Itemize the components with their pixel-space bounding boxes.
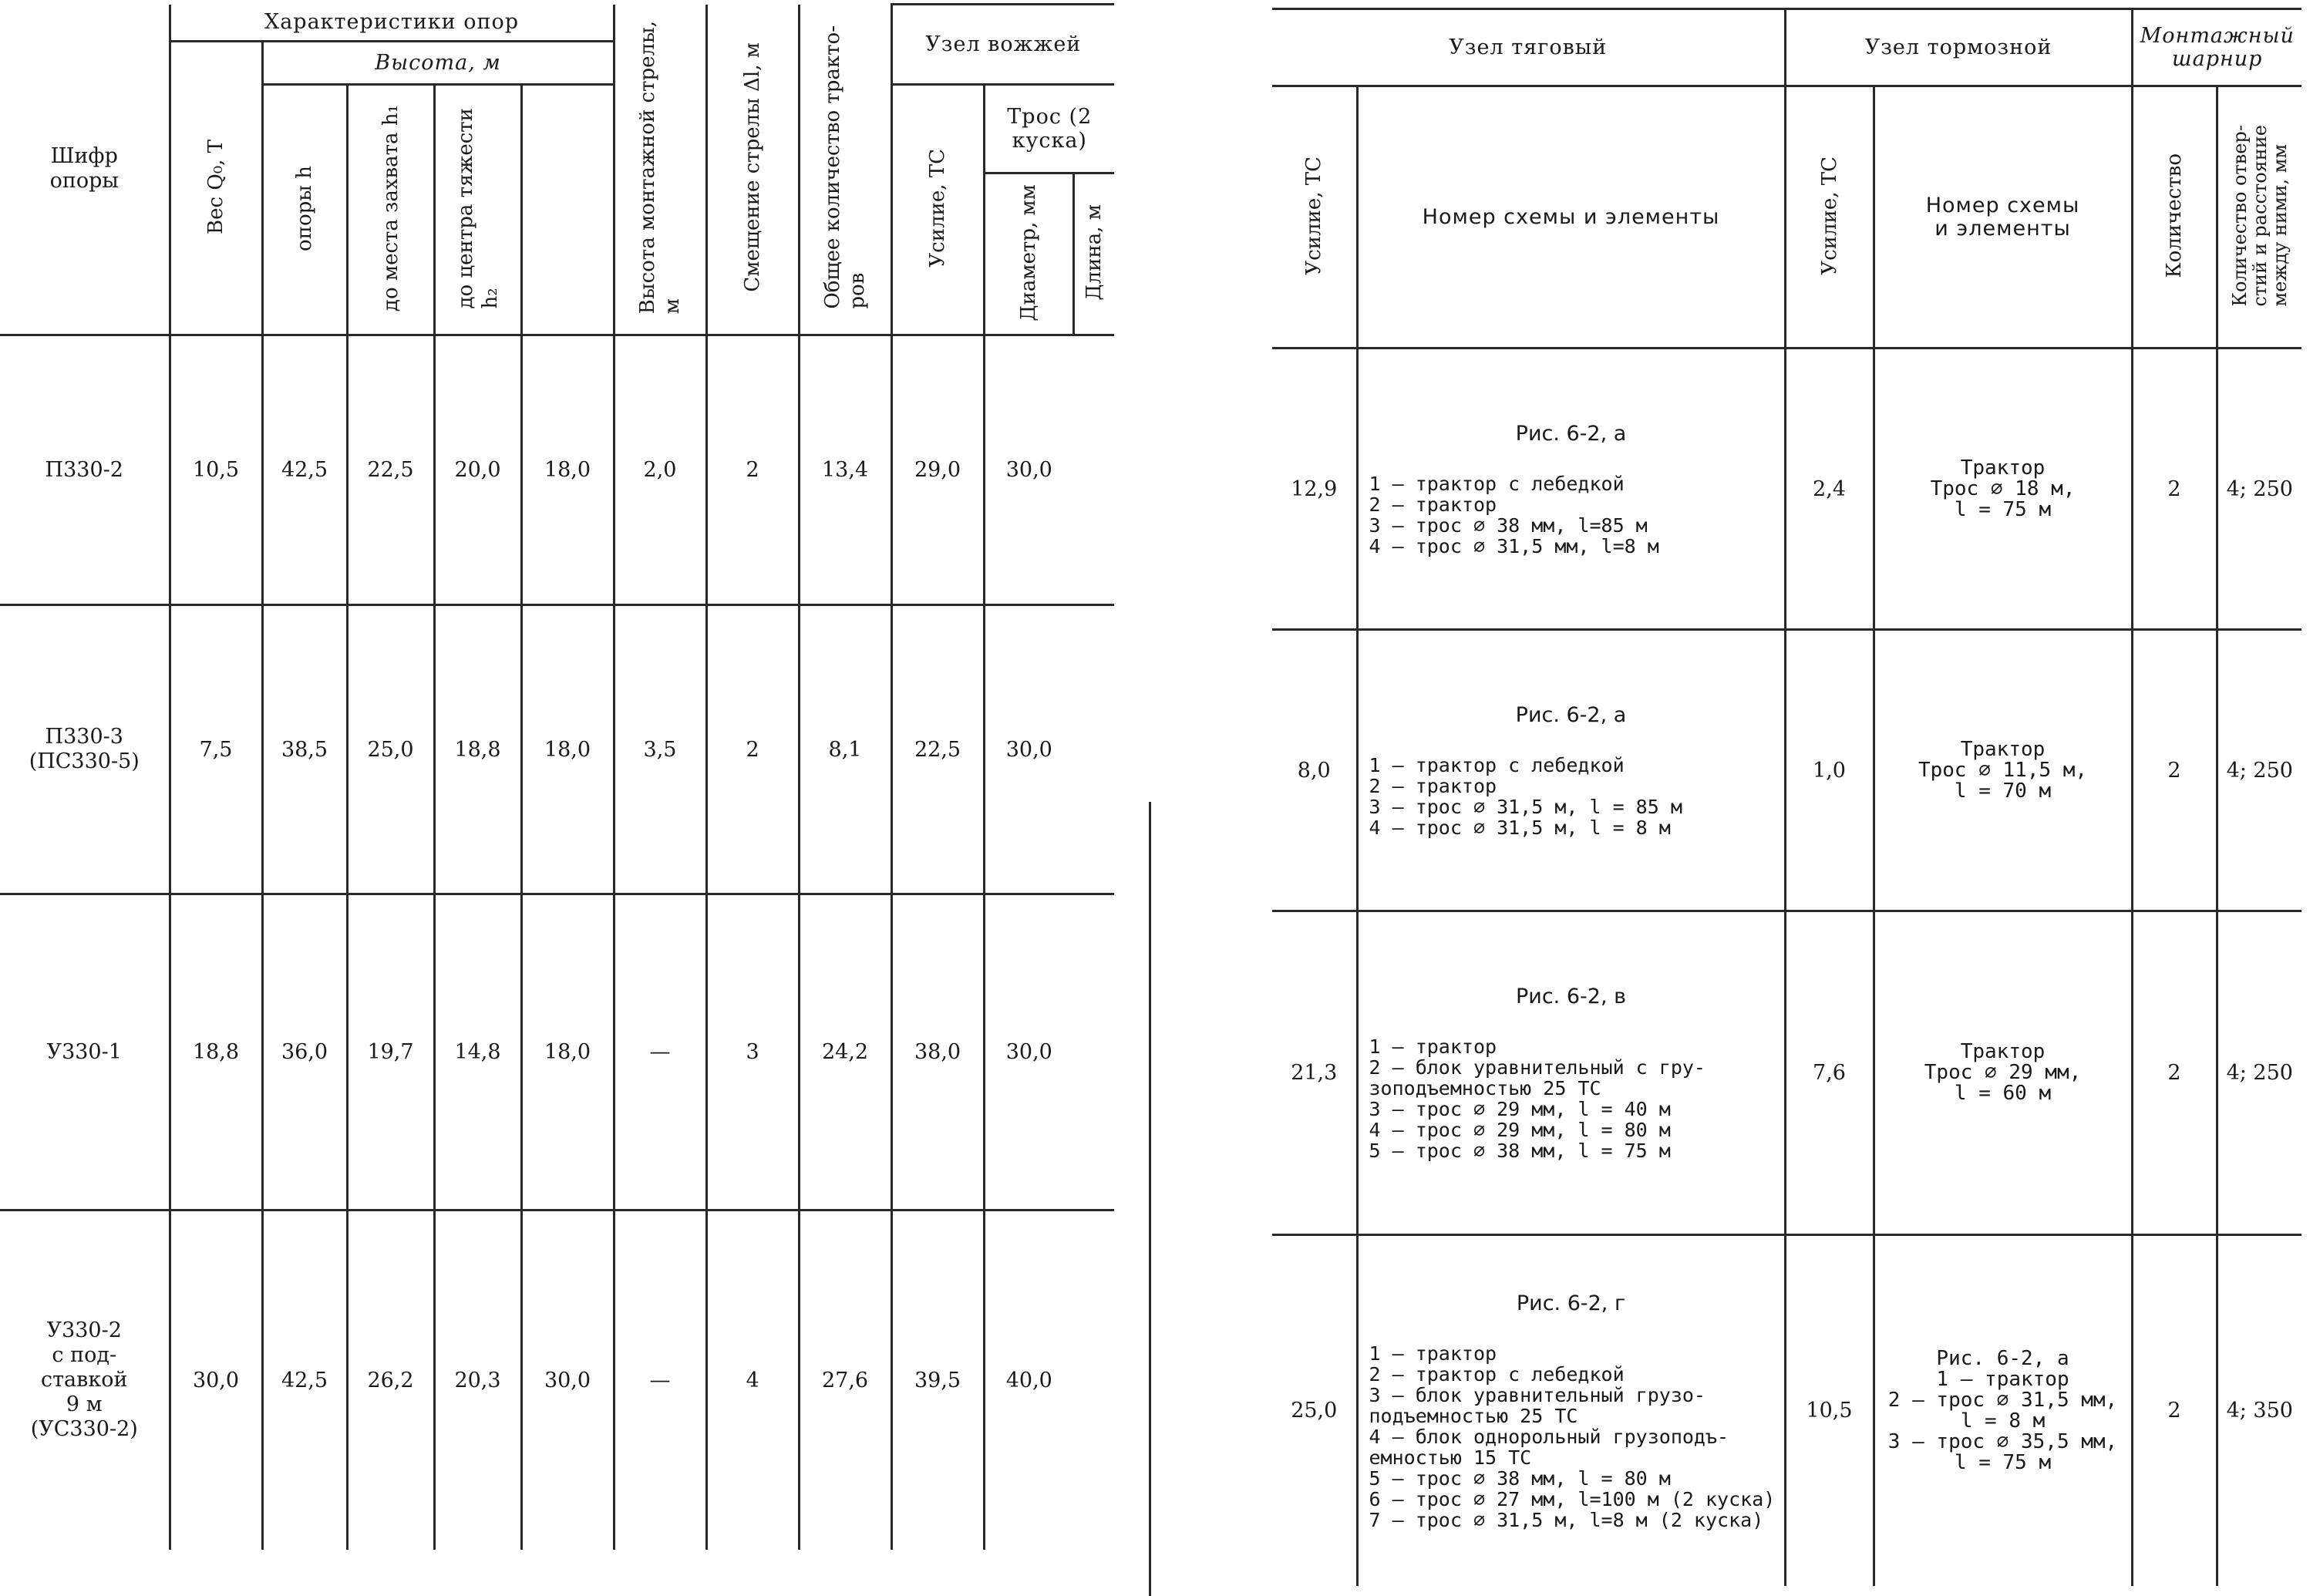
cell-force: 13,4 — [799, 335, 891, 605]
cell-force: 8,1 — [799, 605, 891, 894]
cell-h2: 20,3 — [434, 1210, 521, 1550]
cell-weight: 7,5 — [170, 605, 262, 894]
table-row — [1272, 911, 2301, 1235]
tractors-header: Общее количество тракто- ров — [821, 25, 870, 310]
elements-list: 1 — трактор с лебедкой 2 — трактор 3 — трос ∅ 31,5 м, l = 85 м 4 — трос ∅ 31,5 м, l = 8 м — [1369, 753, 1682, 839]
cell-force: 8,0 — [1297, 758, 1331, 783]
figure-ref: Рис. 6-2, а — [1515, 421, 1627, 446]
cell-weight: 18,8 — [170, 894, 262, 1210]
cell-h1: 26,2 — [347, 1210, 434, 1550]
cell-holes: 4; 250 — [2217, 911, 2301, 1235]
cell-brake-scheme: Трактор Трос ∅ 29 мм, l = 60 м — [1874, 911, 2132, 1235]
cell-tractors: 4 — [706, 1210, 799, 1550]
cell-diam: 39,5 — [891, 1210, 984, 1550]
cell-brake-scheme: Рис. 6-2, а 1 — трактор 2 — трос ∅ 31,5 мм, l = 8 м 3 — трос ∅ 35,5 мм, l = 75 м — [1874, 1235, 2132, 1586]
supports-table — [0, 3, 1114, 1550]
center-h2-header: до центра тяжести h₂ — [453, 107, 502, 309]
cell-h: 42,5 — [262, 1210, 347, 1550]
support-code: П330-2 — [45, 457, 123, 482]
table-row — [1272, 630, 2301, 911]
cell-diam: 38,0 — [891, 894, 984, 1210]
weight-header: Вес Q₀, Т — [204, 139, 227, 234]
cell-h2: 20,0 — [434, 335, 521, 605]
cell-shift: 3,5 — [614, 605, 706, 894]
diameter-header: Диаметр, мм — [1017, 184, 1041, 322]
boom-shift-header: Смещение стрелы Δl, м — [741, 42, 765, 293]
units-table — [1272, 8, 2301, 1586]
cell-force: 24,2 — [799, 894, 891, 1210]
elements-list: 1 — трактор 2 — блок уравнительный с гру- зоподъемностью 25 ТС 3 — трос ∅ 29 мм, l = 40 м 4 — трос ∅ 29 мм, l = 80 м 5 — трос ∅ 38 мм, l = 75 м — [1369, 1035, 1705, 1162]
table-row — [1272, 1235, 2301, 1586]
figure-ref: Рис. 6-2, г — [1516, 1291, 1626, 1315]
rope-group-header: Трос (2 куска) — [984, 85, 1114, 173]
characteristics-header: Характеристики опор — [170, 5, 614, 42]
code-header: Шифр опоры — [49, 144, 119, 194]
cell-count: 2 — [2132, 348, 2217, 630]
cell-shift: 2,0 — [614, 335, 706, 605]
table-row — [0, 605, 1114, 894]
cell-brake-force: 2,4 — [1785, 348, 1874, 630]
cell-brake-force: 10,5 — [1785, 1235, 1874, 1586]
brake-force-header: Усилие, ТС — [1817, 156, 1841, 275]
cell-holes: 4; 250 — [2217, 348, 2301, 630]
cell-boom: 30,0 — [521, 1210, 614, 1550]
cell-diam: 29,0 — [891, 335, 984, 605]
cell-boom: 18,0 — [521, 335, 614, 605]
table-row — [0, 894, 1114, 1210]
figure-ref: Рис. 6-2, в — [1516, 985, 1627, 1008]
cell-diam: 22,5 — [891, 605, 984, 894]
cell-count: 2 — [2132, 1235, 2217, 1586]
support-h-header: опоры h — [293, 165, 316, 251]
cell-count: 2 — [2132, 630, 2217, 911]
figure-ref: Рис. 6-2, а — [1515, 702, 1627, 727]
cell-weight: 10,5 — [170, 335, 262, 605]
support-code: П330-3 (ПС330-5) — [29, 725, 140, 773]
height-group-header: Высота, м — [262, 42, 614, 85]
cell-holes: 4; 250 — [2217, 630, 2301, 911]
cell-shift: — — [614, 1210, 706, 1550]
cell-len: 30,0 — [984, 894, 1073, 1210]
cell-h2: 14,8 — [434, 894, 521, 1210]
cell-force: 27,6 — [799, 1210, 891, 1550]
brake-scheme-header: Номер схемы и элементы — [1874, 86, 2132, 348]
cell-tractors: 2 — [706, 335, 799, 605]
cell-h1: 25,0 — [347, 605, 434, 894]
cell-brake-force: 1,0 — [1785, 630, 1874, 911]
brake-unit-header: Узел тормозной — [1785, 9, 2132, 86]
cell-tractors: 2 — [706, 605, 799, 894]
cell-boom: 18,0 — [521, 894, 614, 1210]
table-row — [0, 335, 1114, 605]
cell-shift: — — [614, 894, 706, 1210]
rein-unit-header: Узел вожжей — [891, 5, 1114, 85]
support-code: У330-2 с под- ставкой 9 м (УС330-2) — [30, 1318, 138, 1442]
cell-h1: 19,7 — [347, 894, 434, 1210]
cell-len: 40,0 — [984, 1210, 1073, 1550]
holes-header: Количество отвер- стий и расстояние между ними, мм — [2228, 124, 2291, 307]
left-page — [0, 0, 1133, 1596]
force-header: Усилие, ТС — [926, 149, 950, 268]
force-header: Усилие, ТС — [1302, 156, 1326, 275]
table-row — [0, 1210, 1114, 1550]
cell-boom: 18,0 — [521, 605, 614, 894]
cell-len: 30,0 — [984, 605, 1073, 894]
cell-brake-force: 7,6 — [1785, 911, 1874, 1235]
cell-len: 30,0 — [984, 335, 1073, 605]
cell-h: 36,0 — [262, 894, 347, 1210]
cell-force: 12,9 — [1291, 476, 1338, 501]
elements-list: 1 — трактор 2 — трактор с лебедкой 3 — блок уравнительный грузо- подъемностью 25 ТС 4 — блок однорольный грузоподъ- емностью 15 ТС 5 — трос ∅ 38 мм, l = 80 м 6 — трос ∅ 27 мм, l=100 м (2 куска) 7 — трос ∅ 31,5 м, l=8 м (2 куска) — [1369, 1342, 1776, 1531]
table-row — [1272, 348, 2301, 630]
traction-unit-header: Узел тяговый — [1272, 9, 1785, 86]
elements-list: 1 — трактор с лебедкой 2 — трактор 3 — трос ∅ 38 мм, l=85 м 4 — трос ∅ 31,5 мм, l=8 м — [1369, 472, 1659, 557]
cell-h: 38,5 — [262, 605, 347, 894]
length-header: Длина, м — [1083, 204, 1106, 301]
boom-height-header: Высота монтажной стрелы, м — [636, 21, 685, 315]
cell-force: 21,3 — [1291, 1061, 1338, 1085]
cell-weight: 30,0 — [170, 1210, 262, 1550]
support-code: У330-1 — [46, 1039, 122, 1064]
hinge-header: Монтажный шарнир — [2132, 9, 2301, 86]
scheme-header: Номер схемы и элементы — [1357, 86, 1785, 348]
cell-holes: 4; 350 — [2217, 1235, 2301, 1586]
cell-count: 2 — [2132, 911, 2217, 1235]
grip-h1-header: до места захвата h₁ — [379, 104, 402, 312]
cell-h1: 22,5 — [347, 335, 434, 605]
cell-h: 42,5 — [262, 335, 347, 605]
cell-tractors: 3 — [706, 894, 799, 1210]
count-header: Количество — [2163, 153, 2187, 278]
cell-brake-scheme: Трактор Трос ∅ 18 м, l = 75 м — [1874, 348, 2132, 630]
right-page — [1145, 0, 2320, 1596]
cell-h2: 18,8 — [434, 605, 521, 894]
cell-brake-scheme: Трактор Трос ∅ 11,5 м, l = 70 м — [1874, 630, 2132, 911]
cell-force: 25,0 — [1291, 1399, 1338, 1423]
